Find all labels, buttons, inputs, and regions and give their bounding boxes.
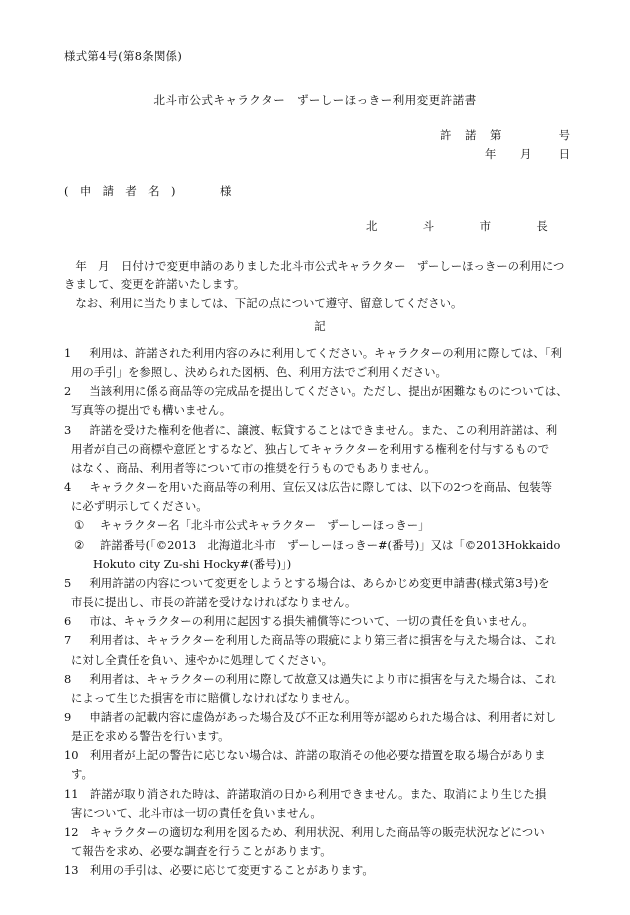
form-number: 様式第4号(第8条関係) (64, 49, 183, 63)
sub-item-text: キャラクター名「北斗市公式キャラクター ずーしーほっきー」 (100, 518, 430, 533)
item-text: 当該利用に係る商品等の完成品を提出してください。ただし、提出が困難なものについては、 (89, 384, 568, 399)
item-number: 8 (64, 671, 72, 686)
date-month: 月 (520, 147, 532, 161)
item-text: 利用者は、キャラクターを利用した商品等の瑕疵により第三者に損害を与えた場合は、これ (89, 633, 557, 648)
sub-item-mark: ② (74, 537, 85, 552)
item-number: 1 (64, 346, 72, 360)
item-text: 利用者は、キャラクターの利用に際して故意又は過失により市に損害を与えた場合は、これ (89, 671, 557, 686)
ki-heading (0, 318, 630, 334)
terms-list (64, 344, 576, 880)
item-text-cont: はなく、商品、利用者等について市の推奨を行うものでもありません。 (71, 460, 436, 475)
item-number: 2 (64, 384, 72, 399)
item-text-cont: によって生じた損害を市に賠償しなければなりません。 (71, 690, 357, 705)
list-item (64, 421, 576, 478)
list-item (64, 478, 576, 574)
list-item (64, 382, 576, 420)
item-text-cont: 写真等の提出でも構いません。 (71, 403, 232, 418)
list-item (64, 574, 576, 612)
sub-item-text: 許諾番号(「©2013 北海道北斗市 ずーしーほっきー#(番号)」又は「©2013Hokkaido (100, 537, 561, 552)
applicant-label: ( 申 請 者 名 ) (64, 184, 176, 198)
item-number: 6 (64, 614, 72, 629)
item-number: 5 (64, 575, 72, 590)
list-item (64, 746, 576, 784)
item-text: 利用許諾の内容について変更をしようとする場合は、あらかじめ変更申請書(様式第3号)を (89, 575, 550, 590)
item-text: 利用は、許諾された利用内容のみに利用してください。キャラクターの利用に際しては、「利 (89, 346, 562, 360)
date-year: 年 (485, 147, 497, 161)
date-day: 日 (558, 147, 570, 161)
list-item (64, 670, 576, 708)
item-number: 13 (64, 863, 79, 878)
item-text: 利用の手引は、必要に応じて変更することがあります。 (89, 863, 374, 878)
item-text-cont: 市長に提出し、市長の許諾を受けなければなりません。 (71, 595, 357, 610)
list-item (64, 631, 576, 669)
item-number: 11 (64, 786, 79, 801)
item-text-cont: 害について、北斗市は一切の責任を負いません。 (71, 805, 322, 820)
applicant-honorific: 様 (220, 184, 232, 198)
sub-item-mark: ① (74, 518, 85, 533)
item-text: 利用者が上記の警告に応じない場合は、許諾の取消その他必要な措置を取る場合がありま (89, 748, 546, 763)
list-item (64, 861, 576, 880)
applicant-line (64, 183, 232, 199)
list-item (64, 708, 576, 746)
item-number: 12 (64, 824, 79, 839)
item-text-cont: 用者が自己の商標や意匠とするなど、独占してキャラクターを利用する権利を付与するもので (71, 441, 550, 456)
body-paragraph-2: なお、利用に当たりましては、下記の点について遵守、留意してください。 (75, 295, 463, 310)
item-text-cont: に対し全責任を負い、速やかに処理してください。 (71, 652, 333, 667)
item-number: 3 (64, 422, 72, 437)
issuer-name: 北 斗 市 長 (366, 219, 565, 233)
permit-number-suffix: 号 (558, 128, 570, 142)
item-text-cont: て報告を求め、必要な調査を行うことがあります。 (71, 844, 332, 859)
item-text-cont: す。 (71, 767, 93, 782)
ki-label: 記 (314, 319, 326, 333)
list-item (64, 823, 576, 861)
sub-item (64, 516, 576, 535)
body-text (64, 257, 574, 312)
item-text-cont: 用の手引」を参照し、決められた図柄、色、利用方法でご利用ください。 (71, 365, 447, 380)
item-number: 9 (64, 709, 72, 724)
body-paragraph-1: 年 月 日付けで変更申請のありました北斗市公式キャラクター ずーしーほっきーの利用につきまして、変更を許諾いたします。 (64, 259, 565, 292)
item-number: 7 (64, 633, 72, 648)
list-item (64, 785, 576, 823)
item-text: 許諾が取り消された時は、許諾取消の日から利用できません。また、取消により生じた損 (89, 786, 547, 801)
sub-item (64, 536, 576, 555)
list-item (64, 612, 576, 631)
item-text: 許諾を受けた権利を他者に、譲渡、転貸することはできません。また、この利用許諾は、利 (89, 422, 558, 437)
item-text: キャラクターの適切な利用を図るため、利用状況、利用した商品等の販売状況などについ (89, 824, 545, 839)
item-text-cont: に必ず明示してください。 (71, 499, 208, 514)
item-text: 市は、キャラクターの利用に起因する損失補償等について、一切の責任を負いません。 (89, 614, 534, 629)
permit-number-prefix: 許 諾 第 (440, 128, 507, 142)
item-text: キャラクターを用いた商品等の利用、宣伝又は広告に際しては、以下の2つを商品、包装等 (89, 480, 553, 495)
item-text-cont: 是正を求める警告を行います。 (71, 729, 230, 744)
list-item (64, 344, 576, 382)
document-title: 北斗市公式キャラクター ずーしーほっきー利用変更許諾書 (153, 93, 477, 107)
item-number: 10 (64, 748, 79, 763)
item-text: 申請者の記載内容に虚偽があった場合及び不正な利用等が認められた場合は、利用者に対し (89, 709, 557, 724)
item-number: 4 (64, 480, 72, 495)
sub-item-cont: Hokuto city Zu-shi Hocky#(番号)」) (93, 556, 292, 571)
